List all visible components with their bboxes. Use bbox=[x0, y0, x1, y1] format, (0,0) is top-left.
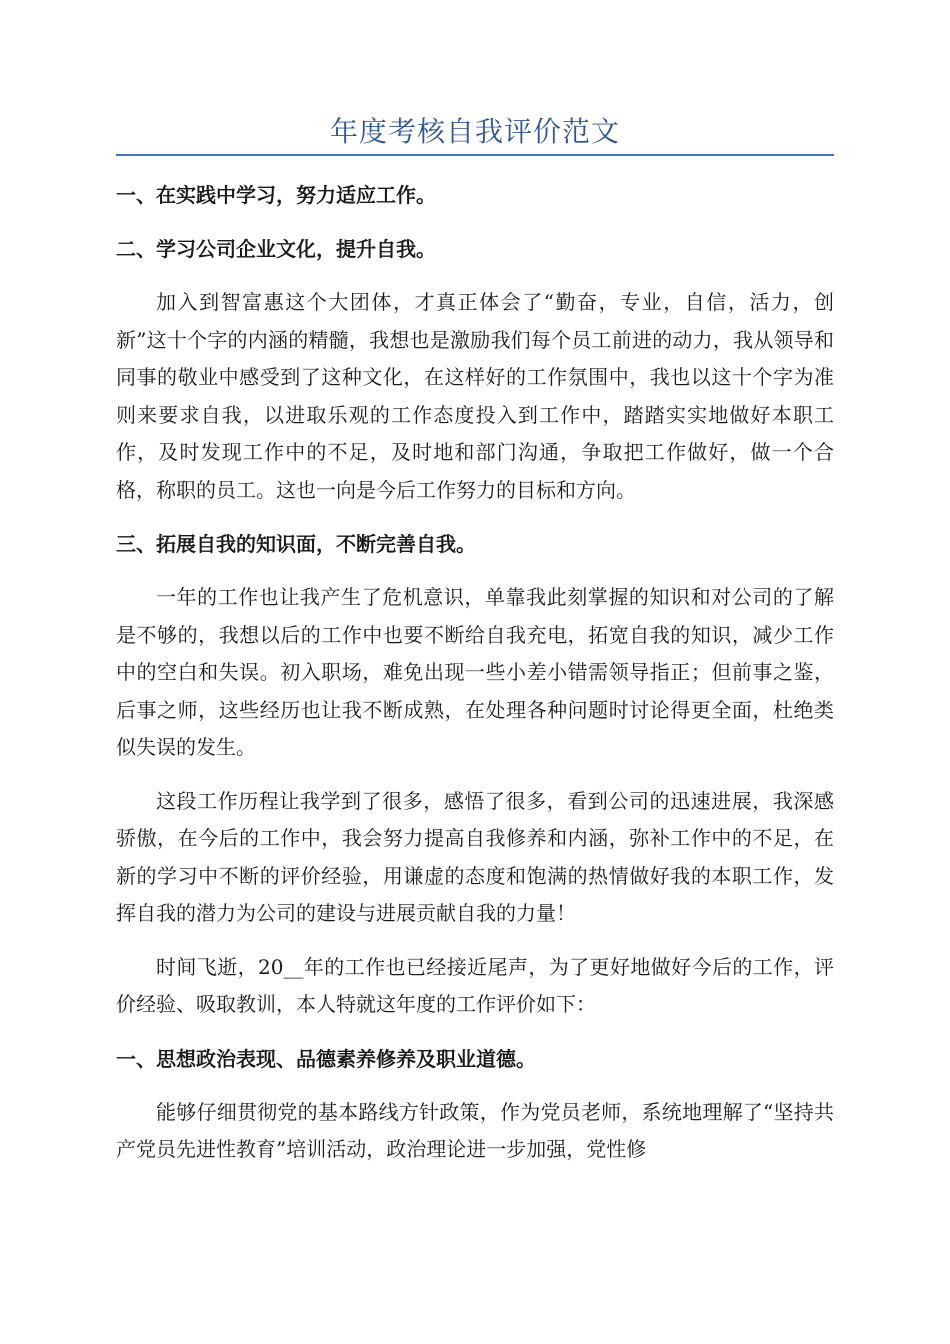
body-paragraph: 这段工作历程让我学到了很多，感悟了很多，看到公司的迅速进展，我深感骄傲，在今后的工作中，我会努力提高自我修养和内涵，弥补工作中的不足，在新的学习中不断的评价经验，用谦虚的态度和饱满的热情做好我的本职工作，发挥自我的潜力为公司的建设与进展贡献自我的力量！ bbox=[116, 788, 834, 925]
section-heading: 一、在实践中学习，努力适应工作。 bbox=[116, 183, 436, 207]
body-paragraph: 时间飞逝，20__年的工作也已经接近尾声，为了更好地做好今后的工作，评价经验、吸取教训，本人特就这年度的工作评价如下： bbox=[116, 954, 834, 1016]
document-title: 年度考核自我评价范文 bbox=[329, 115, 620, 148]
section-heading: 二、学习公司企业文化，提升自我。 bbox=[116, 237, 436, 261]
document-body bbox=[116, 176, 834, 1185]
section-heading: 一、思想政治表现、品德素养修养及职业道德。 bbox=[116, 1046, 536, 1071]
body-paragraph: 能够仔细贯彻党的基本路线方针政策，作为党员老师，系统地理解了“坚持共产党员先进性教育”培训活动，政治理论进一步加强，党性修 bbox=[116, 1099, 834, 1161]
body-paragraph: 加入到智富惠这个大团体，才真正体会了“勤奋，专业，自信，活力，创新”这十个字的内涵的精髓，我想也是激励我们每个员工前进的动力，我从领导和同事的敬业中感受到了这种文化，在这样好的工作氛围中，我也以这十个字为准则来要求自我，以进取乐观的工作态度投入到工作中，踏踏实实地做好本职工作，及时发现工作中的不足，及时地和部门沟通，争取把工作做好，做一个合格，称职的员工。这也一向是今后工作努力的目标和方向。 bbox=[116, 290, 834, 502]
section-heading: 三、拓展自我的知识面，不断完善自我。 bbox=[116, 532, 476, 556]
body-paragraph: 一年的工作也让我产生了危机意识，单靠我此刻掌握的知识和对公司的了解是不够的，我想以后的工作中也要不断给自我充电，拓宽自我的知识，减少工作中的空白和失误。初入职场，难免出现一些小差小错需领导指正；但前事之鉴，后事之师，这些经历也让我不断成熟，在处理各种问题时讨论得更全面，杜绝类似失误的发生。 bbox=[116, 585, 834, 759]
title-underline bbox=[116, 154, 834, 156]
